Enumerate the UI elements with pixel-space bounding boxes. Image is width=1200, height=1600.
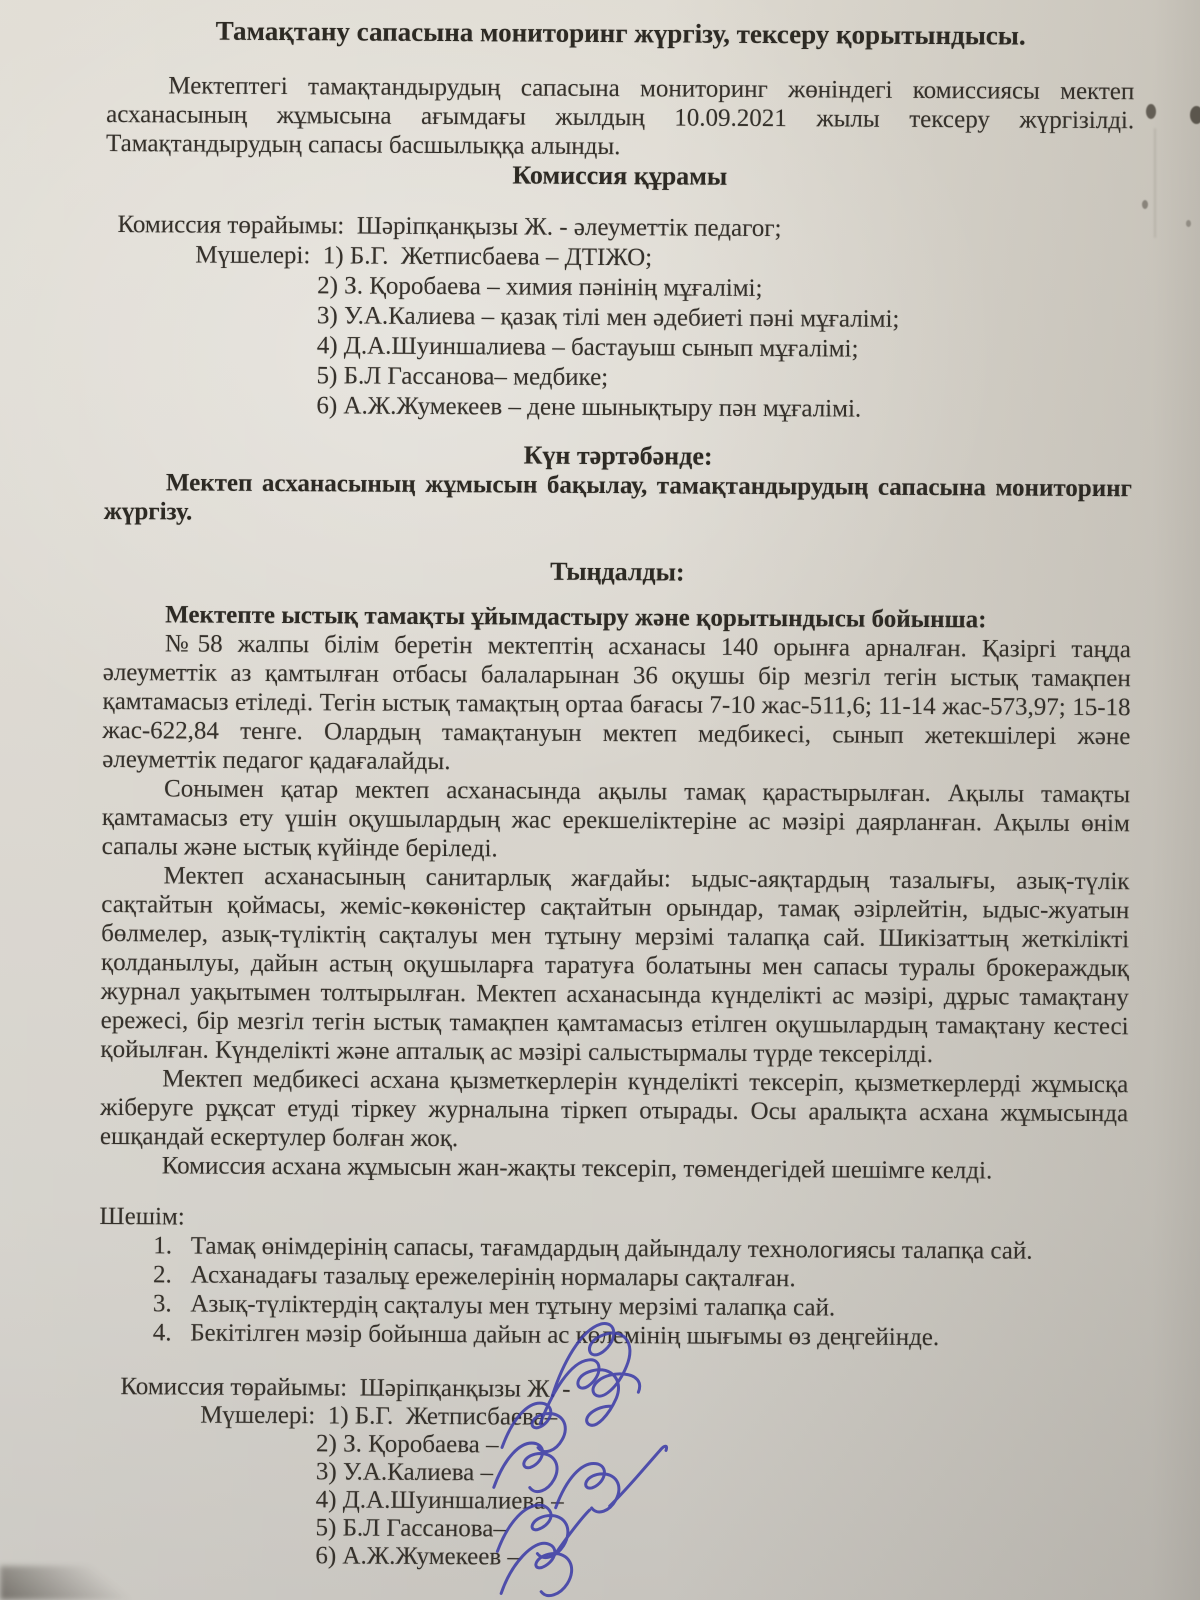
report-paragraph: Сонымен қатар мектеп асханасында ақылы тамақ қарастырылған. Ақылы тамақты қамтамасыз ету үшін оқушылардың жас ерекшеліктеріне ас мәзірі даярланған. Ақылы өнім сапалы және ыстық күйінде беріледі. [101,775,1131,863]
commission-member-line: 5) Б.Л Гассанова– медбике; [316,362,609,392]
report-paragraph: Комиссия асхана жұмысын жан-жақты тексеріп, төмендегідей шешімге келді. [161,1152,993,1185]
decision-item: 4. Бекітілген мәзір бойынша дайын ас көлемінің шығымы өз деңгейінде. [152,1319,940,1352]
signature-member-line: 2) З. Қоробаева – [315,1430,499,1459]
photo-corner-shadow [0,1566,150,1600]
signature-member-line: 5) Б.Л Гассанова– [315,1514,506,1543]
signature-block [97,1373,1126,1575]
commission-chair-line: Комиссия төрайымы: Шәріпқанқызы Ж. - әлеуметтік педагог; [117,211,782,243]
signature-chair-line: Комиссия төрайымы: Шәріпқанқызы Ж. - [120,1373,571,1403]
document-title: Тамақтану сапасына мониторинг жүргізу, тексеру қорытындысы. [215,15,1026,51]
paper-speck [1146,104,1156,119]
report-lead-line: Мектепте ыстық тамақты ұйымдастыру және қорытындысы бойынша: [165,601,987,634]
signature-member-line: 4) Д.А.Шуиншалиева – [315,1486,564,1515]
signature-member-line: 6) А.Ж.Жумекеев – [315,1542,521,1571]
heard-heading: Тыңдалды: [550,556,685,587]
commission-member-line: Мүшелері: 1) Б.Г. Жетписбаева – ДТІЖО; [195,241,653,272]
commission-member-line: 2) З. Қоробаева – химия пәнінің мұғалімі; [317,272,763,302]
commission-member-line: 4) Д.А.Шуиншалиева – бастауыш сынып мұғалімі; [316,332,859,363]
paper-speck [1190,106,1200,124]
paper-speck [1186,220,1191,227]
agenda-heading: Күн тәртәбәнде: [523,440,713,471]
report-paragraph: Мектеп асханасының санитарлық жағдайы: ыдыс-аяқтардың тазалығы, азық-түлік сақтайтын қоймасы, жеміс-көкөністер сақтайтын орындар, тамақ әзірлейтін, ыдыс-жуатын бөлмелер, азық-түліктің сақталуы мен тұтыну мерзімі талапқа сай. Шикізаттың жеткілікті қолданылуы, дайын астың оқушыларға таратуға болатыны мен сапасы туралы брокераждық журнал уақытымен толтырылған. Мектеп асханасында күнделікті ас мәзірі, дұрыс тамақтану ережесі, бір мезгіл тегін ыстық тамақпен қамтамасыз етілген оқушылардың тамақтану кестесі қойылған. Күнделікті және апталық ас мәзірі салыстырмалы түрде тексерілді. [100,862,1130,1069]
signature-member-line: 3) У.А.Калиева – [315,1458,494,1487]
commission-heading: Комиссия құрамы [512,160,728,191]
paper-streak [1154,128,1156,238]
decision-section [99,1202,1128,1353]
intro-paragraph: Мектептегі тамақтандырудың сапасына мониторинг жөніндегі комиссиясы мектеп асханасының жұмысына ағымдағы жылдың 10.09.2021 жылы тексеру жүргізілді. Тамақтандырудың сапасы басшылыққа алынды. [105,72,1135,161]
report-paragraph: №58 жалпы білім беретін мектептің асханасы 140 орынға арналған. Қазіргі таңда әлеуметтік аз қамтылған отбасы балаларынан 36 оқушы бір мезгіл тегін ыстық тамақпен қамтамасыз етіледі. Тегін ыстық тамақтың ортаа бағасы 7-10 жас-511,6; 11-14 жас-573,97; 15-18 жас-622,84 тенге. Олардың тамақтануын мектеп медбикесі, сынып жетекшілері және әлеуметтік педагог қадағалайды. [102,630,1132,776]
commission-list [104,210,1133,426]
decision-item: 1. Тамақ өнімдерінің сапасы, тағамдардың дайындалу технологиясы талапқа сай. [153,1232,1033,1265]
signature-member-line: Мүшелері: 1) Б.Г. Жетписбаева– [200,1401,558,1431]
paper-speck [1142,200,1148,209]
agenda-paragraph: Мектеп асханасының жұмысын бақылау, тамақтандырудың сапасына мониторинг жүргізу. [103,469,1132,526]
decision-heading: Шешім: [99,1202,185,1231]
decision-item: 2. Асханадағы тазалыұ ережелерінің нормалары сақталған. [153,1261,796,1293]
commission-member-line: 3) У.А.Калиева – қазақ тілі мен әдебиеті пәні мұғалімі; [316,302,900,333]
report-paragraph: Мектеп медбикесі асхана қызметкерлерін күнделікті тексеріп, қызметкерлерді жұмысқа жіберуге рұқсат етуді тіркеу журналына тіркеп отырады. Осы аралықта асхана жұмысында ешқандай ескертулер болған жоқ. [99,1065,1129,1153]
decision-item: 3. Азық-түліктердің сақталуы мен тұтыну мерзімі талапқа сай. [152,1290,836,1322]
commission-member-line: 6) А.Ж.Жумекеев – дене шынықтыру пән мұғалімі. [316,392,862,423]
